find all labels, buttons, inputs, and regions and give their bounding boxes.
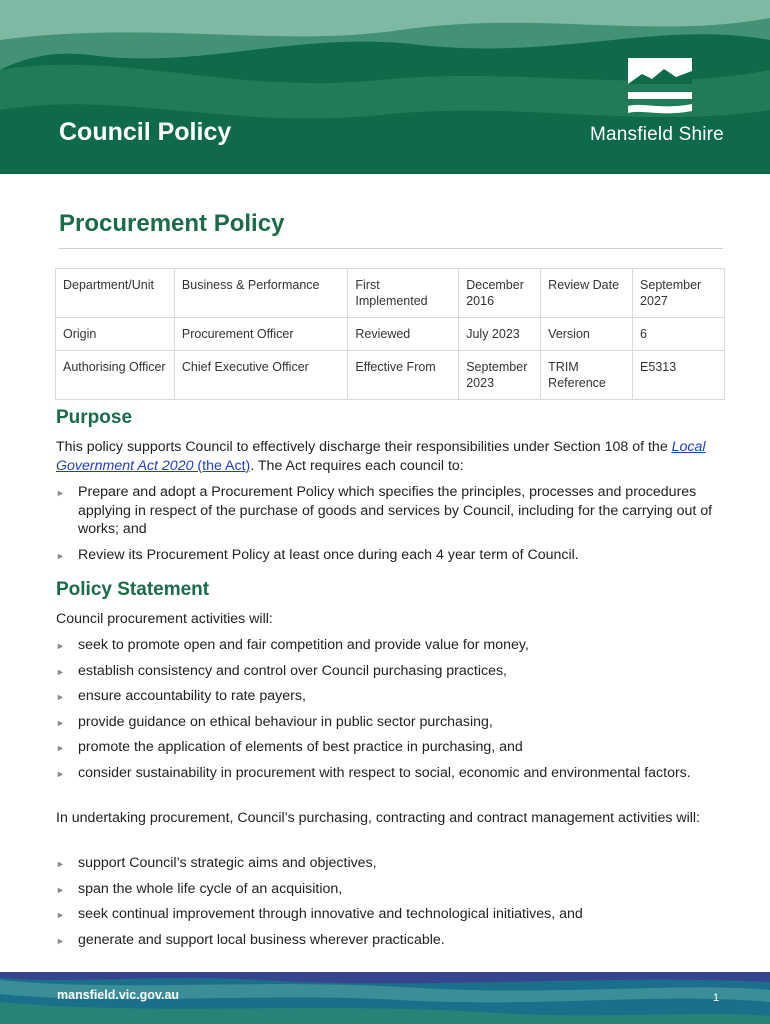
procurement-intro: In undertaking procurement, Council’s purchasing, contracting and contract management activities will: <box>56 810 701 826</box>
list-item <box>56 546 716 565</box>
page-footer <box>0 972 770 1024</box>
page-header <box>0 0 770 174</box>
list-item-text: ensure accountability to rate payers, <box>78 688 306 704</box>
bullet-arrow-icon: ► <box>56 768 65 779</box>
bullet-arrow-icon: ► <box>56 743 65 753</box>
value-version: 6 <box>633 318 725 351</box>
bullet-arrow-icon: ► <box>56 910 65 920</box>
list-item-text: promote the application of elements of best practice in purchasing, and <box>78 739 523 755</box>
bullet-arrow-icon: ► <box>56 859 65 869</box>
label-first-implemented: First Implemented <box>348 269 459 318</box>
procurement-activities-list <box>56 854 716 949</box>
table-row <box>56 269 725 318</box>
value-origin: Procurement Officer <box>174 318 347 351</box>
label-reviewed: Reviewed <box>348 318 459 351</box>
list-item <box>56 854 716 873</box>
header-title: Council Policy <box>59 118 232 146</box>
link-act-suffix: (the Act) <box>193 457 251 474</box>
table-row <box>56 318 725 351</box>
list-item-text: support Council’s strategic aims and objectives, <box>78 855 377 871</box>
mountain-logo-icon <box>628 58 692 118</box>
value-department-unit: Business & Performance <box>174 269 347 318</box>
label-origin: Origin <box>56 318 175 351</box>
label-trim-reference: TRIM Reference <box>541 351 633 400</box>
label-version: Version <box>541 318 633 351</box>
purpose-heading: Purpose <box>56 407 133 428</box>
list-item-text: seek continual improvement through innovative and technological initiatives, and <box>78 906 583 922</box>
table-row <box>56 351 725 400</box>
value-review-date: September 2027 <box>633 269 725 318</box>
list-item <box>56 636 716 655</box>
policy-statement-heading: Policy Statement <box>56 579 210 600</box>
list-item-text: Review its Procurement Policy at least once during each 4 year term of Council. <box>78 546 579 563</box>
list-item-text: seek to promote open and fair competition and provide value for money, <box>78 637 529 653</box>
bullet-arrow-icon: ► <box>56 717 65 728</box>
policy-details-table <box>55 268 725 400</box>
list-item <box>56 931 716 950</box>
purpose-intro-text: This policy supports Council to effectively discharge their responsibilities under Section 108 of the <box>56 439 672 455</box>
page-number: 1 <box>713 992 720 1004</box>
value-authorising-officer: Chief Executive Officer <box>174 351 347 400</box>
list-item <box>56 483 716 539</box>
list-item <box>56 880 716 899</box>
label-department-unit: Department/Unit <box>56 269 175 318</box>
purpose-list <box>56 483 716 564</box>
value-trim-reference: E5313 <box>633 351 725 400</box>
list-item <box>56 713 716 732</box>
bullet-arrow-icon: ► <box>56 935 65 946</box>
purpose-intro <box>56 438 716 475</box>
list-item-text: provide guidance on ethical behaviour in public sector purchasing, <box>78 713 493 730</box>
list-item <box>56 687 716 706</box>
bullet-arrow-icon: ► <box>56 666 65 677</box>
label-effective-from: Effective From <box>348 351 459 400</box>
list-item <box>56 738 716 757</box>
footer-website-url: mansfield.vic.gov.au <box>57 988 180 1002</box>
list-item-text: span the whole life cycle of an acquisition, <box>78 880 343 897</box>
list-item-text: generate and support local business wherever practicable. <box>78 931 445 948</box>
list-item <box>56 662 716 681</box>
brand-name: Mansfield Shire <box>590 124 724 145</box>
list-item-text: Prepare and adopt a Procurement Policy which specifies the principles, processes and procedures applying in respect of the purchase of goods and services by Council, including for the carrying out of works; and <box>78 484 713 537</box>
document-title: Procurement Policy <box>59 210 285 237</box>
value-first-implemented: December 2016 <box>459 269 541 318</box>
label-authorising-officer: Authorising Officer <box>56 351 175 400</box>
label-review-date: Review Date <box>541 269 633 318</box>
title-divider <box>59 248 723 249</box>
bullet-arrow-icon: ► <box>56 488 65 498</box>
value-effective-from: September 2023 <box>459 351 541 400</box>
policy-activities-list <box>56 636 716 782</box>
list-item <box>56 764 716 783</box>
purpose-intro-end: . The Act requires each council to: <box>250 457 464 474</box>
bullet-arrow-icon: ► <box>56 884 65 895</box>
list-item-text: consider sustainability in procurement with respect to social, economic and environmental factors. <box>78 764 691 781</box>
value-reviewed: July 2023 <box>459 318 541 351</box>
bullet-arrow-icon: ► <box>56 641 65 651</box>
mansfield-shire-logo <box>590 58 735 148</box>
list-item-text: establish consistency and control over Council purchasing practices, <box>78 662 507 679</box>
policy-statement-intro: Council procurement activities will: <box>56 611 273 627</box>
bullet-arrow-icon: ► <box>56 692 65 702</box>
list-item <box>56 905 716 924</box>
link-act-name: Local Government Act 2020 <box>56 439 706 474</box>
bullet-arrow-icon: ► <box>56 550 65 561</box>
